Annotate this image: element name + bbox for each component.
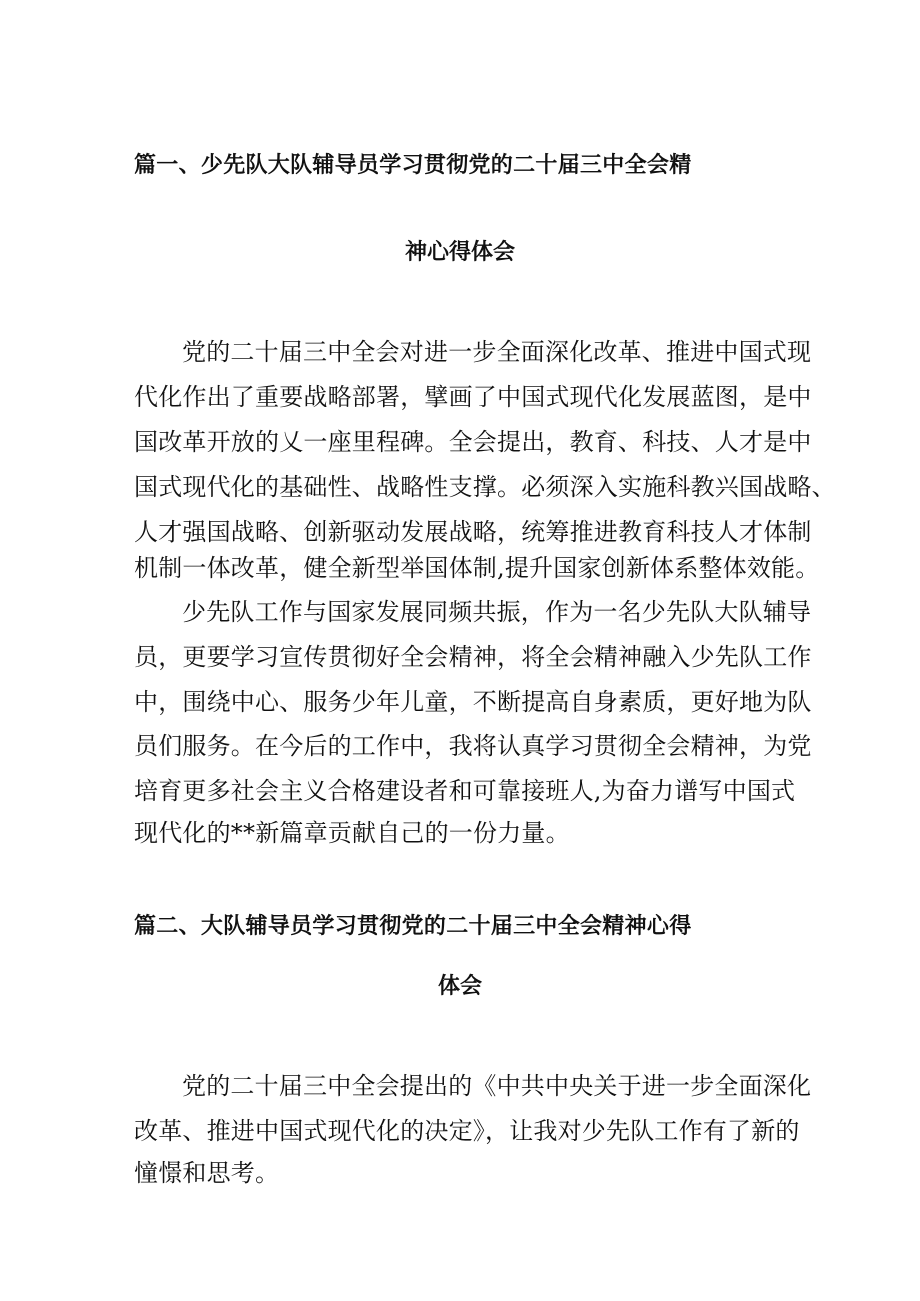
section1-para2-line5: 培育更多社会主义合格建设者和可靠接班人,为奋力谱写中国式	[134, 777, 796, 805]
section1-para1-line5: 人才强国战略、创新驱动发展战略，统筹推进教育科技人才体制	[134, 518, 812, 546]
section1-para1-line1: 党的二十届三中全会对进一步全面深化改革、推进中国式现	[182, 338, 812, 366]
section2-title-line2: 体会	[437, 974, 482, 999]
section1-para2-line1: 少先队工作与国家发展同频共振，作为一名少先队大队辅导	[182, 598, 812, 626]
section1-para2-line4: 员们服务。在今后的工作中，我将认真学习贯彻全会精神，为党	[134, 732, 812, 760]
section2-para1-line2: 改革、推进中国式现代化的决定》，让我对少先队工作有了新的	[134, 1117, 800, 1145]
section1-para2-line3: 中，围绕中心、服务少年儿童，不断提高自身素质，更好地为队	[134, 688, 812, 716]
section1-para2-line6: 现代化的**新篇章贡献自己的一份力量。	[134, 819, 570, 847]
section1-para2-line2: 员，更要学习宣传贯彻好全会精神，将全会精神融入少先队工作	[134, 643, 812, 671]
section2-para1-line3: 憧憬和思考。	[134, 1159, 280, 1187]
section1-title-line2: 神心得体会	[404, 240, 515, 265]
section1-para1-line3: 国改革开放的乂一座里程碑。全会提出，教育、科技、人才是中	[134, 428, 812, 456]
section1-para1-line2: 代化作出了重要战略部署，擘画了中国式现代化发展蓝图，是中	[134, 383, 812, 411]
section2-para1-line1: 党的二十届三中全会提出的《中共中央关于进一步全面深化	[182, 1072, 812, 1100]
section2-title-line1: 篇二、大队辅导员学习贯彻党的二十届三中全会精神心得	[134, 914, 692, 939]
section1-para1-line4: 国式现代化的基础性、战略性支撑。必须深入实施科教兴国战略、	[134, 473, 836, 501]
section1-title-line1: 篇一、少先队大队辅导员学习贯彻党的二十届三中全会精	[134, 153, 692, 178]
section1-para1-line6: 机制一体改革，健全新型举国体制,提升国家创新体系整体效能。	[134, 554, 820, 582]
